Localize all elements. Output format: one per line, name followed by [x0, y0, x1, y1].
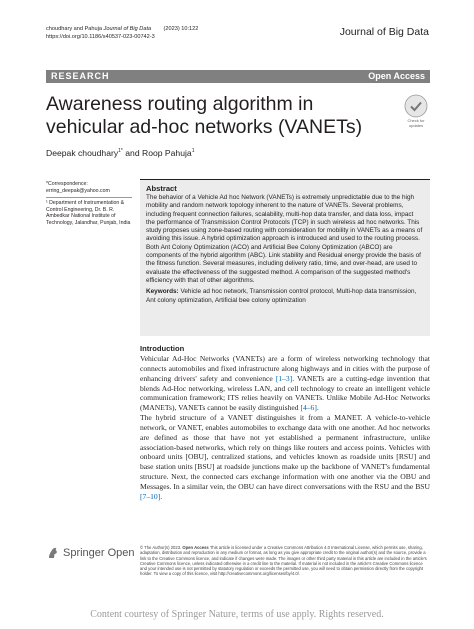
license-open-access: Open Access: [182, 545, 209, 550]
article-type-banner: [46, 70, 430, 83]
article-citation-header: [46, 25, 198, 41]
citation-link[interactable]: [7–10]: [140, 491, 161, 501]
citation-year: (2023) 10:122: [151, 26, 199, 32]
author-2-affiliation-mark: 1: [191, 148, 195, 155]
introduction-paragraph-1: Vehicular Ad-Hoc Networks (VANETs) are a form of wireless networking technology that connects automobiles and fixed infrastructure along highways and in cities with the purpose of enhancing drivers' safety and convenience [1–3]. VANETs are a cutting-edge invention that blends Ad-Hoc networking, wireless LAN, and cell technology to create an intelligent vehicle communication framework; ITS relies heavily on VANETs. Unlike Mobile Ad-Hoc Networks (MANETs), VANETs cannot be easily distinguished [4–6].: [140, 354, 430, 413]
open-access-label: Open Access: [368, 71, 425, 81]
citation-link[interactable]: [4–6]: [300, 403, 317, 413]
citation-link[interactable]: [1–3]: [275, 373, 293, 383]
publisher-open: Open: [107, 547, 135, 559]
introduction-heading: Introduction: [140, 344, 185, 353]
affiliation-text: ¹ Department of Instrumentation & Control Engineering, Dr. B. R. Ambedkar National Institute of Technology, Jalandhar, Punjab, India: [46, 200, 131, 226]
publisher-name: Springer: [63, 547, 105, 559]
keywords-list: Vehicle ad hoc network, Transmission control protocol, Multi-hop data transmission, Ant colony optimization, Artificial bee colony optimization: [146, 288, 417, 304]
correspondence-sidebar: [46, 181, 132, 227]
article-type-label: RESEARCH: [51, 71, 110, 81]
correspondence-email[interactable]: erring_deepak@yahoo.com: [46, 187, 110, 194]
abstract-heading: Abstract: [146, 184, 177, 193]
author-1[interactable]: Deepak choudhary: [46, 148, 119, 158]
abstract-box: [140, 179, 430, 336]
check-for-updates-icon[interactable]: [404, 94, 428, 118]
check-for-updates-label[interactable]: Check for updates: [407, 118, 425, 128]
springer-open-logo: [46, 546, 135, 560]
author-1-affiliation-mark: 1*: [118, 148, 123, 155]
keywords-label: Keywords:: [146, 288, 179, 296]
journal-name: Journal of Big Data: [339, 26, 429, 38]
abstract-body: The behavior of a Vehicle Ad hoc Network (VANETs) is extremely unpredictable due to the high mobility and random network topology inherent to the nature of VANETs. Several problems, including frequent connection failures, scalability, multi-hop data transfer, and data loss, impact the performance of Transmission Control Protocols (TCP) in such wireless ad hoc networks. This study proposes using zone-based routing with consideration for mobility in VANETs as a means of avoiding this issue. A hybrid optimization approach is introduced and used to the routing process. Both Ant Colony Optimization (ACO) and Artificial Bee Colony Optimization (ABCO) are components of the hybrid algorithm (ABC). Link stability and Residual energy provide the basis of the fitness function. Several measures, including delivery ratio, time, and over-head, are used to evaluate the effectiveness of the suggested method. A comparison of the suggested method's efficiency with that of other algorithms.: [146, 194, 423, 284]
copyright-watermark: Content courtesy of Springer Nature, terms of use apply. Rights reserved.: [90, 609, 384, 620]
doi-link[interactable]: https://doi.org/10.1186/s40537-023-00742-3: [46, 34, 155, 40]
citation-journal: Journal of Big Data: [103, 26, 152, 32]
citation-authors: choudhary and Pahuja: [46, 26, 104, 32]
correspondence-block: [46, 181, 132, 198]
author-list: [46, 148, 194, 158]
keywords-line: [146, 288, 424, 305]
article-title: Awareness routing algorithm in vehicular ad-hoc networks (VANETs): [46, 93, 363, 138]
introduction-paragraph-2: The hybrid structure of a VANET distinguishes it from a MANET. A vehicle-to-vehicle network, or VANET, enables automobiles to exchange data with one another. Ad hoc networks are defined as those that have not yet established a permanent infrastructure, unlike association-based networks, which rely on things like routers and access points. Vehicles with onboard units [OBU], centralized stations, and vehicles known as roadside units [RSU] and base station units [BSU] at roadside junctions make up the backbone of VANET's fundamental structure. Next, the connected cars exchange information with one another via the OBU and Messages. In a similar vein, the OBU can have direct conversations with the RSU and the BSU [7–10].: [140, 413, 430, 501]
author-2[interactable]: and Roop Pahuja: [122, 148, 192, 158]
license-text: © The Author(s) 2023. Open Access This article is licensed under a Creative Commons Attribution 4.0 International License, which permits use, sharing, adaptation, distribution and reproduction in any medium or format, as long as you give appropriate credit to the original author(s) and the source, provide a link to the Creative Commons licence, and indicate if changes were made. The images or other third party material in this article are included in the article's Creative Commons licence, unless indicated otherwise in a credit line to the material. If material is not included in the article's Creative Commons licence and your intended use is not permitted by statutory regulation or exceeds the permitted use, you will need to obtain permission directly from the copyright holder. To view a copy of this licence, visit http://creativecommons.org/licenses/by/4.0/.: [140, 545, 427, 577]
correspondence-label: *Correspondence:: [46, 181, 88, 187]
introduction-body: [140, 354, 430, 502]
springer-horse-icon: [46, 546, 60, 560]
